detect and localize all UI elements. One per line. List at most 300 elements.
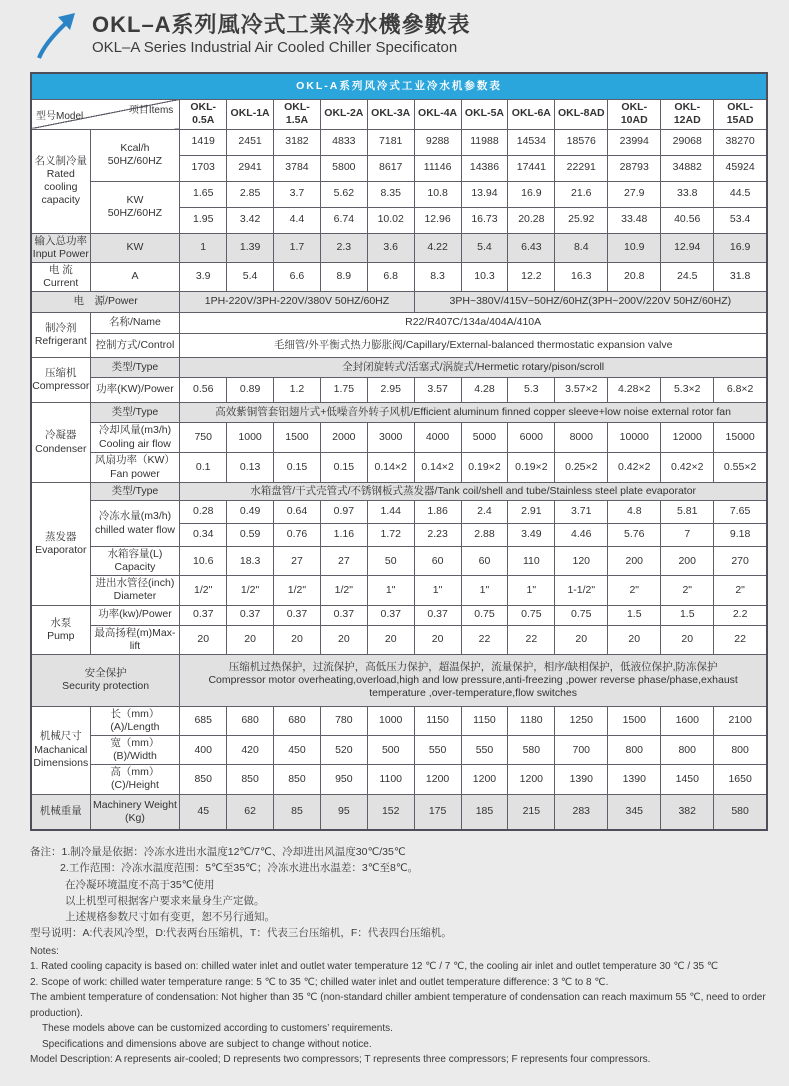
value-cell: 680	[274, 706, 321, 735]
value-cell: 50	[367, 547, 414, 576]
value-cell: 1150	[461, 706, 508, 735]
row-item-label: 进出水管径(inch) Diameter	[90, 576, 180, 605]
value-cell: 800	[714, 736, 767, 765]
value-cell: 16.9	[714, 233, 767, 262]
value-cell: 25.92	[555, 207, 608, 233]
table-row	[31, 292, 767, 313]
value-cell: 200	[661, 547, 714, 576]
row-group-label: 制冷剂 Refrigerant	[31, 313, 90, 358]
value-cell: 22	[461, 625, 508, 654]
value-cell: 800	[661, 736, 714, 765]
row-item-label: 类型/Type	[90, 403, 180, 423]
row-group-label: 冷凝器 Condenser	[31, 403, 90, 483]
value-cell: 7181	[367, 129, 414, 155]
value-cell: 20.8	[608, 262, 661, 291]
value-cell: 0.14×2	[414, 453, 461, 483]
value-cell: 45	[180, 794, 227, 830]
model-header: OKL-6A	[508, 99, 555, 129]
note-line: 1. Rated cooling capacity is based on: chilled water inlet and outlet water temperature 12 ℃ / 7 ℃, the cooling air inlet and outlet temperature 30 ℃ / 35 ℃	[30, 961, 719, 973]
value-cell: 6.8×2	[714, 378, 767, 403]
value-cell: 1/2"	[180, 576, 227, 605]
value-cell: 0.19×2	[461, 453, 508, 483]
value-cell: 85	[274, 794, 321, 830]
row-item-label: KW 50HZ/60HZ	[90, 181, 180, 233]
table-row	[31, 706, 767, 735]
value-cell: 3.71	[555, 501, 608, 524]
value-cell: 2.3	[320, 233, 367, 262]
value-cell: 33.8	[661, 181, 714, 207]
value-cell: 1200	[508, 765, 555, 794]
value-cell: 1"	[508, 576, 555, 605]
corner-items-label: 项目Items	[128, 104, 174, 116]
value-cell: 400	[180, 736, 227, 765]
note-line: The ambient temperature of condensation: Not higher than 35 ℃ (non-standard chiller ambient temperature of condensation can reach maximum 55 ℃, need to order production).	[30, 992, 766, 1019]
value-cell: 1.5	[608, 605, 661, 625]
row-group-label: 输入总功率 Input Power	[31, 233, 90, 262]
value-cell: 1500	[274, 423, 321, 453]
value-cell: 34882	[661, 155, 714, 181]
model-header: OKL-0.5A	[180, 99, 227, 129]
value-cell: 20.28	[508, 207, 555, 233]
row-group-label: 水泵 Pump	[31, 605, 90, 654]
page-title-zh: OKL–A系列風冷式工業冷水機參數表	[92, 12, 471, 37]
value-cell: 14534	[508, 129, 555, 155]
value-cell: 18576	[555, 129, 608, 155]
value-cell: 11146	[414, 155, 461, 181]
value-cell: 345	[608, 794, 661, 830]
value-cell: 38270	[714, 129, 767, 155]
value-cell: 2.2	[714, 605, 767, 625]
model-header: OKL-12AD	[661, 99, 714, 129]
value-cell: 21.6	[555, 181, 608, 207]
value-cell: 1.39	[227, 233, 274, 262]
table-row	[31, 378, 767, 403]
table-row	[31, 453, 767, 483]
value-cell: 2.23	[414, 524, 461, 547]
row-item-label: 风扇功率（KW） Fan power	[90, 453, 180, 483]
value-cell: 750	[180, 423, 227, 453]
value-cell: 7.65	[714, 501, 767, 524]
value-cell: 6000	[508, 423, 555, 453]
value-cell: 0.59	[227, 524, 274, 547]
value-cell: 1390	[555, 765, 608, 794]
table-row	[31, 129, 767, 155]
value-cell: 2941	[227, 155, 274, 181]
value-cell: 0.76	[274, 524, 321, 547]
value-cell: 0.34	[180, 524, 227, 547]
value-cell: 0.89	[227, 378, 274, 403]
value-cell: 27	[320, 547, 367, 576]
value-cell: 120	[555, 547, 608, 576]
row-item-label: 最高扬程(m)Max-lift	[90, 625, 180, 654]
value-cell: 5.62	[320, 181, 367, 207]
note-line: 型号说明：A:代表风冷型，D:代表两台压缩机，T：代表三台压缩机，F：代表四台压缩机。	[30, 927, 452, 940]
value-cell: 850	[180, 765, 227, 794]
value-cell: 4.46	[555, 524, 608, 547]
value-cell: 0.55×2	[714, 453, 767, 483]
value-cell: 95	[320, 794, 367, 830]
row-group-label: 压缩机 Compressor	[31, 358, 90, 403]
value-cell: 6.8	[367, 262, 414, 291]
value-cell: 18.3	[227, 547, 274, 576]
value-cell: 24.5	[661, 262, 714, 291]
value-cell: 1150	[414, 706, 461, 735]
value-cell: 5800	[320, 155, 367, 181]
value-cell: 0.42×2	[661, 453, 714, 483]
note-line: These models above can be customized according to customers’ requirements.	[42, 1023, 393, 1035]
value-cell: 1100	[367, 765, 414, 794]
value-cell: 9.18	[714, 524, 767, 547]
value-cell: 1"	[461, 576, 508, 605]
corner-cell	[31, 99, 180, 129]
row-group-label: 安全保护 Security protection	[31, 654, 180, 706]
note-line: 2.工作范围：冷冻水温度范围：5℃至35℃；冷冻水进出水温差：3℃至8℃。	[60, 862, 419, 875]
value-cell: 1.86	[414, 501, 461, 524]
value-cell: 27	[274, 547, 321, 576]
value-cell: 27.9	[608, 181, 661, 207]
value-cell: 0.56	[180, 378, 227, 403]
value-cell: 4833	[320, 129, 367, 155]
merged-text-cell: R22/R407C/134a/404A/410A	[180, 313, 767, 334]
value-cell: 1-1/2"	[555, 576, 608, 605]
table-row	[31, 262, 767, 291]
value-cell: 60	[414, 547, 461, 576]
value-cell: 2.85	[227, 181, 274, 207]
row-item-label: 类型/Type	[90, 358, 180, 378]
note-line: Specifications and dimensions above are subject to change without notice.	[42, 1038, 372, 1050]
value-cell: 29068	[661, 129, 714, 155]
value-cell: 4000	[414, 423, 461, 453]
value-cell: 1.5	[661, 605, 714, 625]
value-cell: 16.73	[461, 207, 508, 233]
value-cell: 1.95	[180, 207, 227, 233]
note-line: 备注：1.制冷量是依据：冷冻水进出水温度12℃/7℃、冷却进出风温度30℃/35℃	[30, 846, 406, 858]
row-group-label: 机械重量	[31, 794, 90, 830]
value-cell: 23994	[608, 129, 661, 155]
value-cell: 0.19×2	[508, 453, 555, 483]
table-row	[31, 501, 767, 524]
table-row	[31, 313, 767, 334]
value-cell: 0.37	[227, 605, 274, 625]
value-cell: 0.75	[555, 605, 608, 625]
value-cell: 2.4	[461, 501, 508, 524]
table-header-row	[31, 99, 767, 129]
value-cell: 8617	[367, 155, 414, 181]
arrow-up-right-icon	[32, 10, 78, 60]
value-cell: 1/2"	[227, 576, 274, 605]
note-line: 2. Scope of work: chilled water temperature range: 5 ℃ to 35 ℃; chilled water inlet and outlet temperature difference: 3 ℃ to 8 ℃.	[30, 976, 609, 988]
value-cell: 20	[320, 625, 367, 654]
value-cell: 2.91	[508, 501, 555, 524]
value-cell: 0.14×2	[367, 453, 414, 483]
row-item-label: 水箱容量(L) Capacity	[90, 547, 180, 576]
value-cell: 4.8	[608, 501, 661, 524]
value-cell: 4.28×2	[608, 378, 661, 403]
value-cell: 15000	[714, 423, 767, 453]
value-cell: 0.28	[180, 501, 227, 524]
notes	[30, 844, 769, 1068]
value-cell: 1650	[714, 765, 767, 794]
value-cell: 11988	[461, 129, 508, 155]
model-header: OKL-3A	[367, 99, 414, 129]
table-caption-row	[31, 73, 767, 99]
value-cell: 0.37	[320, 605, 367, 625]
merged-text-cell: 3PH~380V/415V~50HZ/60HZ(3PH~200V/220V 50HZ/60HZ)	[414, 292, 767, 313]
table-row	[31, 233, 767, 262]
value-cell: 20	[227, 625, 274, 654]
value-cell: 1/2"	[320, 576, 367, 605]
value-cell: 8.9	[320, 262, 367, 291]
row-item-label: 功率(kw)/Power	[90, 605, 180, 625]
value-cell: 520	[320, 736, 367, 765]
value-cell: 62	[227, 794, 274, 830]
value-cell: 12.2	[508, 262, 555, 291]
value-cell: 0.75	[461, 605, 508, 625]
value-cell: 22291	[555, 155, 608, 181]
value-cell: 685	[180, 706, 227, 735]
value-cell: 5.4	[227, 262, 274, 291]
value-cell: 6.74	[320, 207, 367, 233]
value-cell: 5.81	[661, 501, 714, 524]
value-cell: 20	[555, 625, 608, 654]
value-cell: 215	[508, 794, 555, 830]
value-cell: 0.97	[320, 501, 367, 524]
value-cell: 2451	[227, 129, 274, 155]
value-cell: 5.3×2	[661, 378, 714, 403]
value-cell: 14386	[461, 155, 508, 181]
model-header: OKL-15AD	[714, 99, 767, 129]
value-cell: 8.3	[414, 262, 461, 291]
row-item-label: KW	[90, 233, 180, 262]
value-cell: 1.65	[180, 181, 227, 207]
merged-text-cell: 压缩机过热保护，过流保护，高低压力保护，超温保护，流量保护，相序/缺相保护，低液位保护,防冻保护 Compressor motor overheating,overload,high and low pressure,anti-freezing ,power reverse phase/phase,exhaust temperature ,over-temperature,flow switches	[180, 654, 767, 706]
merged-text-cell: 高效紫铜管套铝翅片式+低噪音外转子风机/Efficient aluminum finned copper sleeve+low noise external rotor fan	[180, 403, 767, 423]
note-line: Model Description: A represents air-cooled; D represents two compressors; T represents three compressors; F represents four compressors.	[30, 1054, 651, 1066]
notes-en	[30, 944, 769, 1068]
value-cell: 20	[180, 625, 227, 654]
model-header: OKL-1.5A	[274, 99, 321, 129]
value-cell: 1419	[180, 129, 227, 155]
value-cell: 420	[227, 736, 274, 765]
spec-table	[30, 72, 768, 831]
value-cell: 10.02	[367, 207, 414, 233]
value-cell: 1180	[508, 706, 555, 735]
value-cell: 1.2	[274, 378, 321, 403]
value-cell: 1"	[414, 576, 461, 605]
table-row	[31, 423, 767, 453]
model-header: OKL-1A	[227, 99, 274, 129]
value-cell: 44.5	[714, 181, 767, 207]
value-cell: 12000	[661, 423, 714, 453]
merged-text-cell: 水箱盘管/干式壳管式/不锈钢板式蒸发器/Tank coil/shell and tube/Stainless steel plate evaporator	[180, 483, 767, 501]
table-row	[31, 654, 767, 706]
value-cell: 0.15	[274, 453, 321, 483]
value-cell: 45924	[714, 155, 767, 181]
value-cell: 1250	[555, 706, 608, 735]
value-cell: 53.4	[714, 207, 767, 233]
value-cell: 3.49	[508, 524, 555, 547]
model-header: OKL-4A	[414, 99, 461, 129]
notes-zh	[30, 844, 769, 942]
value-cell: 1.16	[320, 524, 367, 547]
value-cell: 8.4	[555, 233, 608, 262]
value-cell: 1200	[461, 765, 508, 794]
table-row	[31, 605, 767, 625]
value-cell: 20	[414, 625, 461, 654]
row-item-label: 长（mm）(A)/Length	[90, 706, 180, 735]
value-cell: 382	[661, 794, 714, 830]
value-cell: 8000	[555, 423, 608, 453]
value-cell: 40.56	[661, 207, 714, 233]
note-line: 以上机型可根据客户要求来量身生产定做。	[65, 894, 265, 907]
value-cell: 0.13	[227, 453, 274, 483]
value-cell: 5.4	[461, 233, 508, 262]
value-cell: 3784	[274, 155, 321, 181]
value-cell: 1500	[608, 706, 661, 735]
row-item-label: 功率(KW)/Power	[90, 378, 180, 403]
value-cell: 33.48	[608, 207, 661, 233]
value-cell: 850	[274, 765, 321, 794]
value-cell: 1.7	[274, 233, 321, 262]
value-cell: 6.6	[274, 262, 321, 291]
value-cell: 1000	[227, 423, 274, 453]
value-cell: 13.94	[461, 181, 508, 207]
value-cell: 2.95	[367, 378, 414, 403]
value-cell: 0.15	[320, 453, 367, 483]
row-item-label: 高（mm）(C)/Height	[90, 765, 180, 794]
model-header: OKL-5A	[461, 99, 508, 129]
logo-arrow-shaft	[39, 24, 65, 58]
value-cell: 8.35	[367, 181, 414, 207]
note-line: 上述规格参数尺寸如有变更，恕不另行通知。	[65, 911, 275, 924]
row-group-label: 电 流 Current	[31, 262, 90, 291]
row-group-label: 机械尺寸 Machanical Dimensions	[31, 706, 90, 794]
value-cell: 0.37	[414, 605, 461, 625]
row-item-label: 控制方式/Control	[90, 334, 180, 358]
value-cell: 3.9	[180, 262, 227, 291]
value-cell: 185	[461, 794, 508, 830]
value-cell: 2"	[714, 576, 767, 605]
value-cell: 1600	[661, 706, 714, 735]
value-cell: 5.3	[508, 378, 555, 403]
value-cell: 12.96	[414, 207, 461, 233]
value-cell: 28793	[608, 155, 661, 181]
value-cell: 4.22	[414, 233, 461, 262]
value-cell: 1.44	[367, 501, 414, 524]
note-line: 在冷凝环境温度不高于35℃使用	[65, 878, 215, 891]
value-cell: 850	[227, 765, 274, 794]
table-row	[31, 736, 767, 765]
value-cell: 5000	[461, 423, 508, 453]
row-item-label: A	[90, 262, 180, 291]
table-caption: OKL-A系列风冷式工业冷水机参数表	[31, 73, 767, 99]
value-cell: 16.3	[555, 262, 608, 291]
value-cell: 680	[227, 706, 274, 735]
model-header: OKL-2A	[320, 99, 367, 129]
value-cell: 1703	[180, 155, 227, 181]
row-item-label: 冷却风量(m3/h) Cooling air flow	[90, 423, 180, 453]
row-item-label: 冷冻水量(m3/h) chilled water flow	[90, 501, 180, 547]
value-cell: 580	[508, 736, 555, 765]
value-cell: 0.64	[274, 501, 321, 524]
value-cell: 0.37	[180, 605, 227, 625]
row-group-label: 蒸发器 Evaporator	[31, 483, 90, 606]
value-cell: 200	[608, 547, 661, 576]
value-cell: 0.25×2	[555, 453, 608, 483]
value-cell: 2"	[661, 576, 714, 605]
value-cell: 110	[508, 547, 555, 576]
value-cell: 3.57	[414, 378, 461, 403]
value-cell: 700	[555, 736, 608, 765]
value-cell: 16.9	[508, 181, 555, 207]
merged-text-cell: 全封闭旋转式/活塞式/涡旋式/Hermetic rotary/pison/scroll	[180, 358, 767, 378]
table-row	[31, 181, 767, 207]
value-cell: 3182	[274, 129, 321, 155]
value-cell: 2000	[320, 423, 367, 453]
value-cell: 10000	[608, 423, 661, 453]
value-cell: 0.75	[508, 605, 555, 625]
value-cell: 175	[414, 794, 461, 830]
value-cell: 550	[461, 736, 508, 765]
value-cell: 20	[661, 625, 714, 654]
value-cell: 10.9	[608, 233, 661, 262]
row-item-label: Machinery Weight (Kg)	[90, 794, 180, 830]
value-cell: 22	[714, 625, 767, 654]
value-cell: 9288	[414, 129, 461, 155]
row-item-label: 名称/Name	[90, 313, 180, 334]
value-cell: 1000	[367, 706, 414, 735]
corner-model-label: 型号Model	[36, 111, 84, 122]
table-row	[31, 483, 767, 501]
value-cell: 3.57×2	[555, 378, 608, 403]
value-cell: 6.43	[508, 233, 555, 262]
value-cell: 1.75	[320, 378, 367, 403]
value-cell: 20	[367, 625, 414, 654]
table-row	[31, 794, 767, 830]
value-cell: 270	[714, 547, 767, 576]
value-cell: 500	[367, 736, 414, 765]
page-header	[32, 10, 769, 60]
row-item-label: 类型/Type	[90, 483, 180, 501]
value-cell: 450	[274, 736, 321, 765]
table-row	[31, 765, 767, 794]
value-cell: 283	[555, 794, 608, 830]
value-cell: 10.3	[461, 262, 508, 291]
value-cell: 10.6	[180, 547, 227, 576]
value-cell: 12.94	[661, 233, 714, 262]
value-cell: 3000	[367, 423, 414, 453]
value-cell: 580	[714, 794, 767, 830]
value-cell: 17441	[508, 155, 555, 181]
table-row	[31, 358, 767, 378]
value-cell: 2100	[714, 706, 767, 735]
merged-text-cell: 1PH-220V/3PH-220V/380V 50HZ/60HZ	[180, 292, 414, 313]
value-cell: 1.72	[367, 524, 414, 547]
table-row	[31, 576, 767, 605]
model-header: OKL-10AD	[608, 99, 661, 129]
value-cell: 22	[508, 625, 555, 654]
row-group-label: 电 源/Power	[31, 292, 180, 313]
table-row	[31, 334, 767, 358]
value-cell: 2"	[608, 576, 661, 605]
value-cell: 20	[608, 625, 661, 654]
value-cell: 800	[608, 736, 661, 765]
table-row	[31, 403, 767, 423]
value-cell: 3.6	[367, 233, 414, 262]
row-item-label: 宽（mm）(B)/Width	[90, 736, 180, 765]
value-cell: 0.37	[274, 605, 321, 625]
titles	[92, 10, 471, 56]
